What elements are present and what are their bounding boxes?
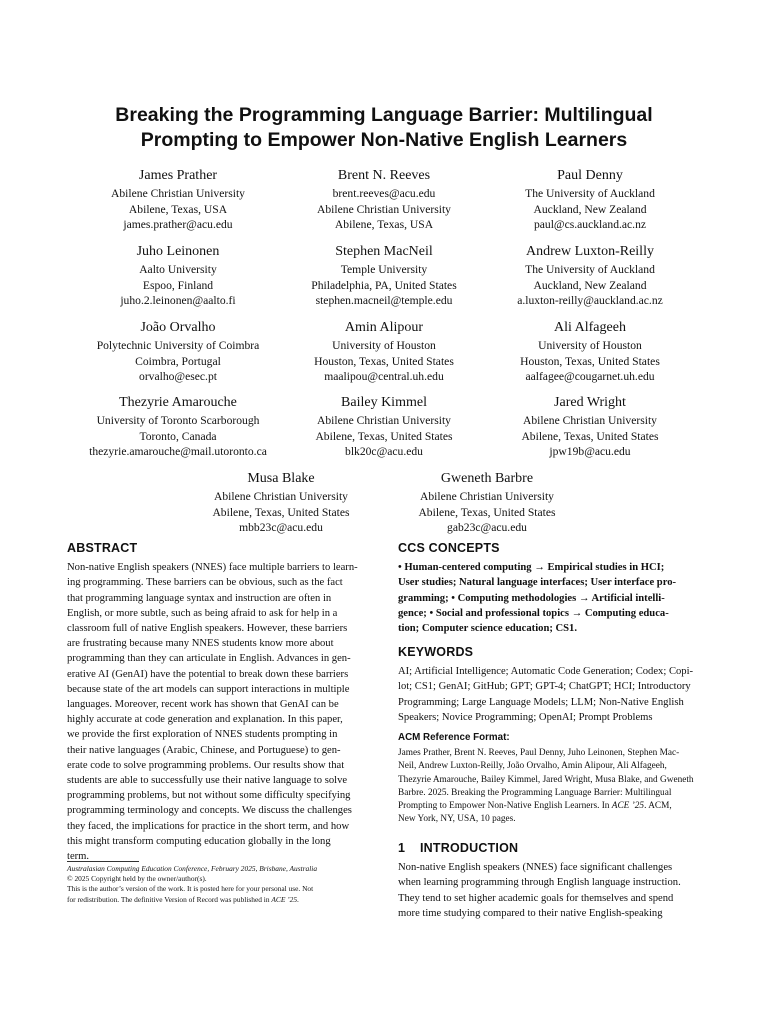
keywords-line: Speakers; Novice Programming; OpenAI; Prompt Problems <box>398 711 653 723</box>
author-email: mbb23c@acu.edu <box>239 521 323 534</box>
author-name: João Orvalho <box>140 320 216 335</box>
author-name: Ali Alfageeh <box>554 320 626 335</box>
introduction-line: Non-native English speakers (NNES) face significant challenges <box>398 862 673 874</box>
author-name: Jared Wright <box>554 395 626 410</box>
ccs-line: gence; • Social and professional topics → Computing educa- <box>398 607 669 619</box>
reference-line: James Prather, Brent N. Reeves, Paul Denny, Juho Leinonen, Stephen Mac- <box>398 748 680 759</box>
introduction-heading <box>398 841 708 856</box>
ccs-line: tion; Computer science education; CS1. <box>398 623 578 635</box>
author-affiliation: Abilene Christian University <box>523 414 657 427</box>
author-email: juho.2.leinonen@aalto.fi <box>120 294 236 307</box>
abstract-line: programming problems, but not without some difficulty specifying <box>67 790 351 802</box>
author-email: james.prather@acu.edu <box>123 218 233 231</box>
introduction-section <box>398 841 708 921</box>
author-location: Abilene, Texas, United States <box>521 429 659 443</box>
author-location: Abilene, Texas, United States <box>315 429 453 443</box>
author-email: brent.reeves@acu.edu <box>332 187 436 200</box>
author-email: blk20c@acu.edu <box>345 445 423 458</box>
author-name: Brent N. Reeves <box>337 168 431 183</box>
author-affiliation: Abilene Christian University <box>317 202 451 216</box>
author-location: Philadelphia, PA, United States <box>311 278 457 292</box>
author-block <box>460 242 720 309</box>
reference-venue: ACE ’25 <box>611 801 645 812</box>
author-location: Espoo, Finland <box>142 278 214 292</box>
abstract-line: that programming language syntax and instruction are often in <box>67 592 332 604</box>
reference-line: New York, NY, USA, 10 pages. <box>398 814 516 825</box>
introduction-line: more time studying compared to their native English-speaking <box>398 907 663 919</box>
paper-title <box>60 103 708 153</box>
introduction-line: They tend to set higher academic goals for themselves and spend <box>398 892 674 904</box>
introduction-line: when learning programming through English language instruction. <box>398 877 681 889</box>
author-location: Abilene, Texas, USA <box>334 218 434 231</box>
abstract-line: ing programming. These barriers can be obvious, such as the fact <box>67 577 343 589</box>
author-affiliation: The University of Auckland <box>525 263 655 276</box>
abstract-line: erative AI (GenAI) have the potential to break down these barriers <box>67 668 349 680</box>
abstract-line: we provide the first exploration of NNES students prompting in <box>67 729 338 741</box>
author-name: Paul Denny <box>557 168 623 183</box>
title-line-1: Breaking the Programming Language Barrier: Multilingual <box>115 104 653 126</box>
author-name: Juho Leinonen <box>136 244 220 259</box>
footnote <box>67 864 375 905</box>
abstract-line: because state of the art models can support interactions in multiple <box>67 683 350 695</box>
author-email: gab23c@acu.edu <box>447 521 527 534</box>
author-affiliation: Abilene Christian University <box>317 414 451 427</box>
abstract-line: this might transform computing education globally in the long <box>67 835 331 847</box>
author-name: Andrew Luxton-Reilly <box>526 244 654 259</box>
abstract-line: programming than they can articulate in English. Advances in gen- <box>67 653 351 665</box>
abstract-line: highly accurate at code generation and explanation. In this paper, <box>67 714 343 726</box>
reference-line: Thezyrie Amarouche, Bailey Kimmel, Jared Wright, Musa Blake, and Gweneth <box>398 774 694 785</box>
section-number: 1 <box>398 841 406 855</box>
author-email: aalfagee@cougarnet.uh.edu <box>525 370 655 383</box>
author-affiliation: Abilene Christian University <box>111 187 245 200</box>
author-location: Auckland, New Zealand <box>533 278 647 292</box>
author-affiliation: Polytechnic University of Coimbra <box>96 339 260 352</box>
keywords-line: AI; Artificial Intelligence; Automatic Code Generation; Codex; Copi- <box>398 666 694 678</box>
author-block <box>460 393 720 460</box>
abstract-line: languages. Moreover, recent work has shown that GenAI can be <box>67 699 339 711</box>
author-email: paul@cs.auckland.ac.nz <box>533 218 647 231</box>
ccs-line: gramming; • Computing methodologies → Artificial intelli- <box>398 592 665 604</box>
abstract-line: erate code to solve programming problems. Our results show that <box>67 759 345 771</box>
author-block <box>460 318 720 385</box>
footnote-conference: Australasian Computing Education Conference, February 2025, Brisbane, Australia <box>67 864 318 873</box>
ccs-line: User studies; Natural language interfaces; User interface pro- <box>398 577 677 589</box>
author-location: Houston, Texas, United States <box>520 354 660 368</box>
author-name: Gweneth Barbre <box>440 471 534 486</box>
ccs-section <box>398 541 708 636</box>
footnote-copyright: © 2025 Copyright held by the owner/author(s). <box>67 874 207 884</box>
abstract-line: their native languages (Arabic, Chinese, and Portuguese) to gen- <box>67 744 341 756</box>
keywords-line: Programming; Large Language Models; LLM; Non-Native English <box>398 696 684 708</box>
footnote-line: for redistribution. The definitive Version of Record was published in ACE ’25. <box>67 894 299 904</box>
author-affiliation: Abilene Christian University <box>420 490 554 503</box>
abstract-line: English, or more subtle, such as being afraid to ask for help in a <box>67 607 338 619</box>
abstract-body <box>67 560 377 864</box>
author-block <box>357 469 617 536</box>
abstract-line: Non-native English speakers (NNES) face multiple barriers to learn- <box>67 562 358 574</box>
abstract-line: students are able to successfully use their native language to solve <box>67 775 348 787</box>
author-email: stephen.macneil@temple.edu <box>315 294 453 307</box>
author-name: James Prather <box>138 168 218 183</box>
reference-line: Prompting to Empower Non-Native English Learners. In ACE ’25. ACM, <box>398 801 672 812</box>
ccs-heading: CCS CONCEPTS <box>398 541 500 555</box>
author-affiliation: Aalto University <box>139 263 217 276</box>
author-affiliation: Abilene Christian University <box>214 490 348 503</box>
abstract-line: classroom full of native English speakers. However, these barriers <box>67 623 348 635</box>
author-name: Stephen MacNeil <box>335 244 433 259</box>
reference-format-body <box>398 747 708 826</box>
author-affiliation: Temple University <box>340 263 428 276</box>
footnote-divider <box>67 861 139 862</box>
title-line-2: Prompting to Empower Non-Native English Learners <box>140 129 628 151</box>
author-affiliation: University of Toronto Scarborough <box>96 414 260 427</box>
reference-format-section <box>398 730 708 826</box>
author-affiliation: University of Houston <box>332 339 436 352</box>
keywords-heading: KEYWORDS <box>398 645 474 659</box>
author-name: Thezyrie Amarouche <box>119 395 237 410</box>
author-email: orvalho@esec.pt <box>139 370 217 383</box>
author-email: jpw19b@acu.edu <box>549 445 631 458</box>
author-location: Auckland, New Zealand <box>533 202 647 216</box>
abstract-section <box>67 541 377 864</box>
author-location: Coimbra, Portugal <box>135 354 221 368</box>
footnote-venue: ACE ’25 <box>271 894 298 904</box>
author-block <box>460 166 720 233</box>
keywords-line: lot; CS1; GenAI; GitHub; GPT; GPT-4; ChatGPT; HCI; Introductory <box>398 681 691 693</box>
abstract-line: programming terminology and concepts. We discuss the challenges <box>67 805 352 817</box>
author-email: a.luxton-reilly@auckland.ac.nz <box>517 294 663 307</box>
author-email: thezyrie.amarouche@mail.utoronto.ca <box>89 445 267 458</box>
section-title: INTRODUCTION <box>420 841 519 855</box>
author-affiliation: University of Houston <box>538 339 642 352</box>
ccs-line: • Human-centered computing → Empirical studies in HCI; <box>398 562 665 574</box>
abstract-line: term. <box>67 851 90 863</box>
reference-format-heading: ACM Reference Format: <box>398 732 510 743</box>
abstract-line: are frustrating because many NNES students know more about <box>67 638 334 650</box>
author-name: Musa Blake <box>247 471 315 486</box>
abstract-heading: ABSTRACT <box>67 541 138 555</box>
author-affiliation: The University of Auckland <box>525 187 655 200</box>
footnote-line: This is the author’s version of the work. It is posted here for your personal use. Not <box>67 884 314 894</box>
author-location: Abilene, Texas, United States <box>212 505 350 519</box>
author-location: Toronto, Canada <box>139 429 217 443</box>
author-name: Bailey Kimmel <box>341 395 427 410</box>
author-location: Abilene, Texas, USA <box>128 202 228 216</box>
abstract-line: they faced, the implications for practice in the short term, and how <box>67 820 350 832</box>
reference-line: Neil, Andrew Luxton-Reilly, João Orvalho, Amin Alipour, Ali Alfageeh, <box>398 761 667 772</box>
author-name: Amin Alipour <box>344 320 424 335</box>
author-location: Abilene, Texas, United States <box>418 505 556 519</box>
keywords-section <box>398 645 708 725</box>
author-location: Houston, Texas, United States <box>314 354 454 368</box>
reference-line: Barbre. 2025. Breaking the Programming Language Barrier: Multilingual <box>398 787 672 798</box>
author-email: maalipou@central.uh.edu <box>324 370 444 383</box>
